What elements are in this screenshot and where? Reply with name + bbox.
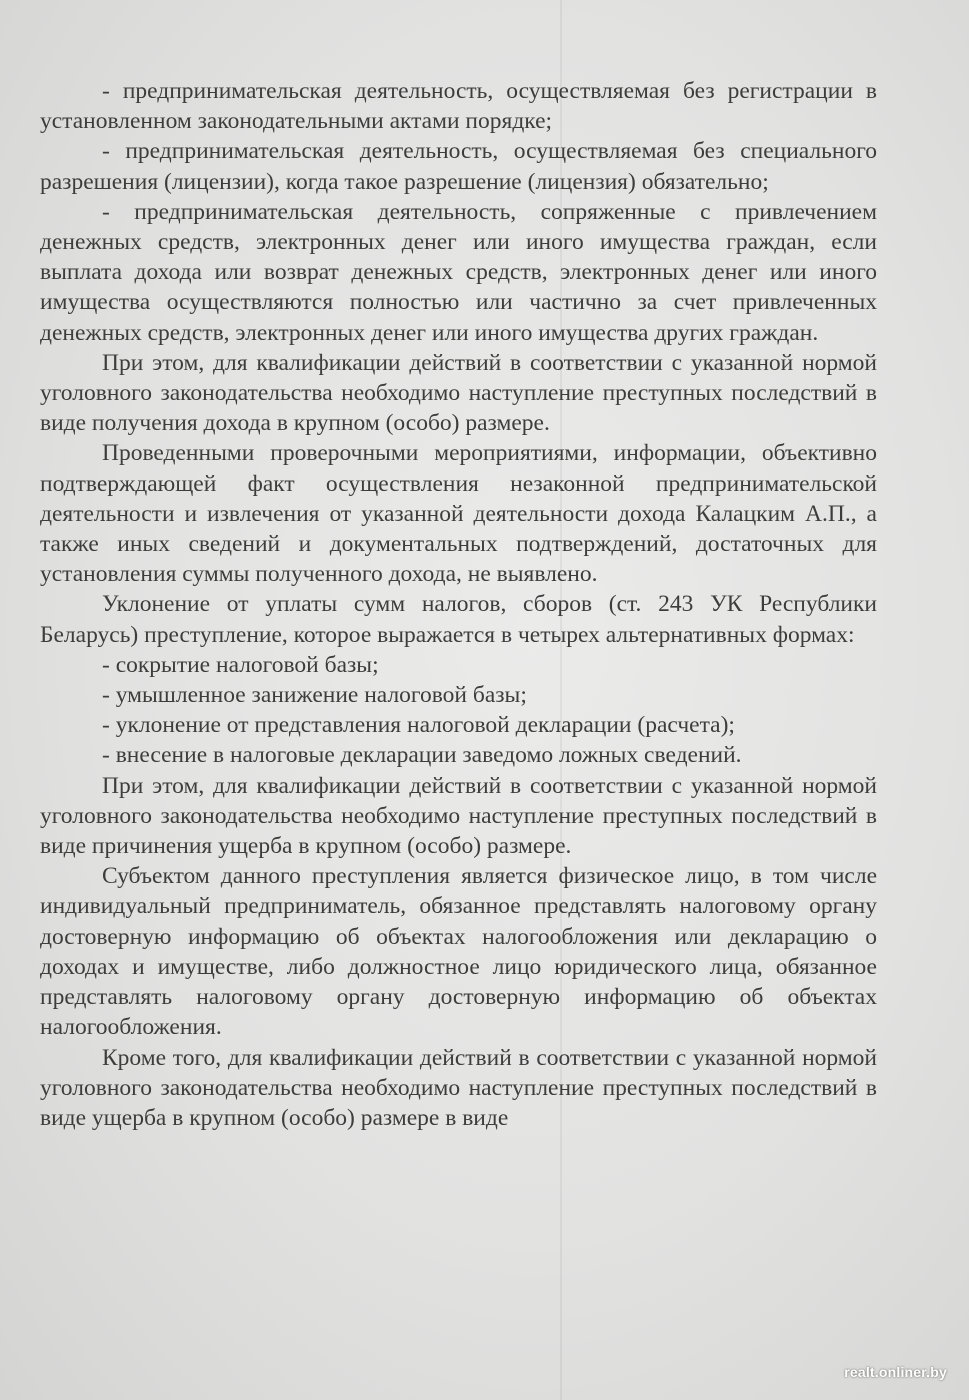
list-item-understatement: - умышленное занижение налоговой базы; bbox=[102, 682, 527, 709]
watermark: realt.onliner.by bbox=[844, 1364, 947, 1380]
paragraph-inspection-results: Проведенными проверочными мероприятиями, информации, объективно подтверждающей факт осуществления незаконной предпринимательской деятельности и извлечения от указанной деятельности дохода Калацким А.П., а также иных сведений и документальных подтверждений, достаточных для установления суммы полученного дохода, не выявлено. bbox=[40, 440, 877, 588]
paragraph-qualification-damage: При этом, для квалификации действий в соответствии с указанной нормой уголовного законодательства необходимо наступление преступных последствий в виде причинения ущерба в крупном (особо) размере. bbox=[40, 772, 877, 860]
paragraph-subject: Субъектом данного преступления является физическое лицо, в том числе индивидуальный предприниматель, обязанное представлять налоговому органу достоверную информацию об объектах налогообложения или декларацию о доходах и имуществе, либо должностное лицо юридического лица, обязанное представлять налоговому органу достоверную информацию об объектах налогообложения. bbox=[40, 863, 877, 1041]
paragraph-bullet-registration: - предпринимательская деятельность, осуществляемая без регистрации в установленном законодательными актами порядке; bbox=[40, 78, 877, 135]
paragraph-additionally: Кроме того, для квалификации действий в соответствии с указанной нормой уголовного законодательства необходимо наступление преступных последствий в виде ущерба в крупном (особо) размере в виде bbox=[40, 1044, 877, 1131]
paragraph-qualification-income: При этом, для квалификации действий в соответствии с указанной нормой уголовного законодательства необходимо наступление преступных последствий в виде получения дохода в крупном (особо) размере. bbox=[40, 349, 877, 437]
paragraph-tax-evasion: Уклонение от уплаты сумм налогов, сборов (ст. 243 УК Республики Беларусь) преступление, которое выражается в четырех альтернативных формах: bbox=[40, 591, 877, 648]
list-item-concealment: - сокрытие налоговой базы; bbox=[102, 651, 379, 678]
document-page bbox=[40, 76, 877, 1133]
paragraph-bullet-license: - предпринимательская деятельность, осуществляемая без специального разрешения (лицензии), когда такое разрешение (лицензия) обязательно; bbox=[40, 138, 877, 195]
list-item-false-info: - внесение в налоговые декларации заведомо ложных сведений. bbox=[102, 742, 742, 769]
list-item-declaration-evasion: - уклонение от представления налоговой декларации (расчета); bbox=[102, 712, 735, 739]
paragraph-bullet-funds: - предпринимательская деятельность, сопряженные с привлечением денежных средств, электронных денег или иного имущества граждан, если выплата дохода или возврат денежных средств, электронных денег или иного имущества осуществляются полностью или частично за счет привлеченных денежных средств, электронных денег или иного имущества других граждан. bbox=[40, 198, 877, 346]
